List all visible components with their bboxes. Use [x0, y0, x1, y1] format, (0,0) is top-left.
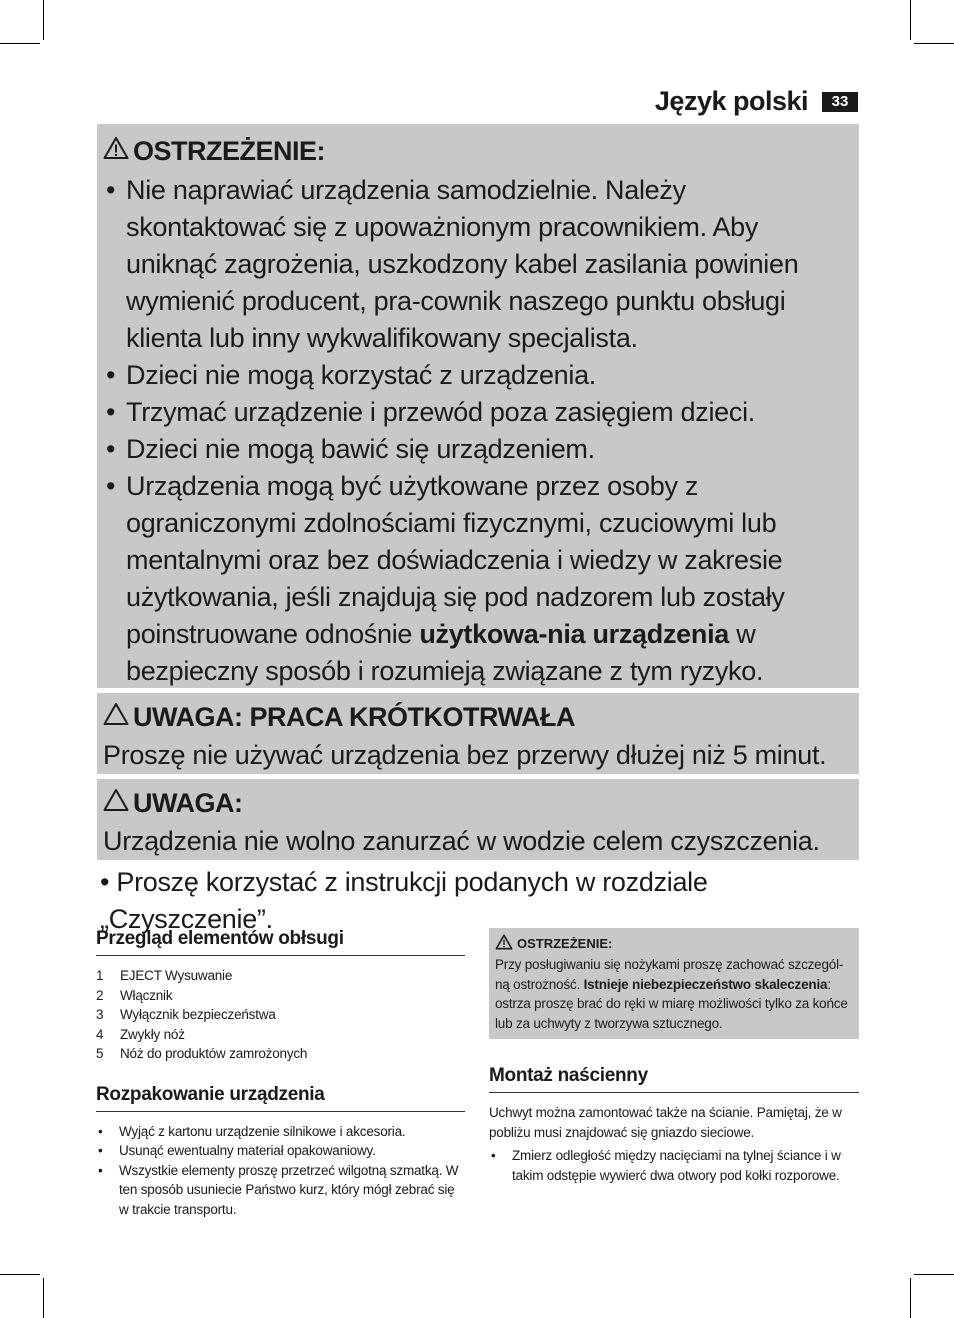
warning-item: • Urządzenia mogą być użytkowane przez osoby z ograniczonymi zdolnościami fizycznymi, czuciowymi lub mentalnymi oraz bez doświadczenia i wiedzy w zakresie użytkowania, jeśli znajdują się pod nadzorem lub zostały poinstruowane odnośnie użytkowa-nia urządzenia w bezpieczny sposób i rozumieją związane z tym ryzyko. — [103, 468, 851, 690]
warning-triangle-icon — [103, 788, 129, 819]
blade-warning-box — [489, 928, 859, 1039]
caution-short-operation-box — [97, 693, 859, 774]
unpacking-heading: Rozpakowanie urządzenia — [96, 1084, 465, 1112]
crop-mark — [914, 43, 954, 44]
crop-mark — [910, 1278, 911, 1318]
warning-item: • Dzieci nie mogą korzystać z urządzenia. — [103, 357, 851, 394]
left-column — [96, 928, 465, 1219]
blade-warning-text: Przy posługiwaniu się nożykami proszę zachować szczegól-ną ostrożność. Istnieje niebezpieczeństwo skaleczenia: ostrza proszę brać do ręki w miarę możliwości tylko za końce lub za uchwyty z tworzywa sztucznego. — [495, 957, 848, 1031]
caution-short-title: UWAGA: PRACA KRÓTKOTRWAŁA — [103, 697, 851, 737]
caution-clean-text: Urządzenia nie wolno zanurzać w wodzie celem czyszczenia. — [103, 826, 820, 856]
crop-mark — [43, 1278, 44, 1318]
crop-mark — [43, 0, 44, 40]
caution-cleaning-box — [97, 779, 859, 860]
warning-title: OSTRZEŻENIE: — [103, 130, 851, 172]
warning-item: • Trzymać urządzenie i przewód poza zasięgiem dzieci. — [103, 394, 851, 431]
warning-triangle-icon — [103, 702, 129, 733]
warning-list — [103, 172, 851, 690]
cleaning-note: • Proszę korzystać z instrukcji podanych w rozdziale „Czyszczenie”. — [100, 867, 708, 934]
list-item: • Wyjąć z kartonu urządzenie silnikowe i akcesoria. — [96, 1122, 465, 1142]
warning-box — [97, 124, 859, 688]
list-item: • Zmierz odległość między nacięciami na tylnej ściance i w takim odstępie wywierć dwa otwory pod kołki rozporowe. — [489, 1146, 859, 1185]
controls-heading: Przegląd elementów obłsugi — [96, 928, 465, 956]
warning-triangle-icon — [495, 934, 513, 953]
warning-emphasis: użytkowa-nia urządzenia — [419, 619, 729, 649]
page-header — [655, 86, 858, 117]
caution-short-text: Proszę nie używać urządzenia bez przerwy dłużej niż 5 minut. — [103, 740, 827, 770]
warning-triangle-icon — [103, 136, 129, 167]
blade-warning-title: OSTRZEŻENIE: — [495, 934, 853, 953]
crop-mark — [914, 1274, 954, 1275]
caution-clean-title: UWAGA: — [103, 783, 851, 823]
right-column — [489, 928, 859, 1185]
wall-mount-heading: Montaż naścienny — [489, 1065, 859, 1093]
wall-mount-list — [489, 1146, 859, 1185]
list-item: 3 Wyłącznik bezpieczeństwa — [96, 1007, 276, 1022]
list-item: • Wszystkie elementy proszę przetrzeć wilgotną szmatką. W ten sposób usuniecie Państwo kurz, który mógł zebrać się w trakcie transportu. — [96, 1161, 465, 1220]
list-item: 5 Nóż do produktów zamrożonych — [96, 1046, 308, 1061]
list-item: 1 EJECT Wysuwanie — [96, 968, 233, 983]
crop-mark — [0, 43, 40, 44]
controls-list — [96, 966, 465, 1064]
list-item: • Usunąć ewentualny materiał opakowaniowy. — [96, 1141, 465, 1161]
crop-mark — [910, 0, 911, 40]
language-heading: Język polski — [654, 86, 808, 116]
crop-mark — [0, 1274, 40, 1275]
warning-item: • Nie naprawiać urządzenia samodzielnie. Należy skontaktować się z upoważnionym pracownikiem. Aby uniknąć zagrożenia, uszkodzony kabel zasilania powinien wymienić producent, pra-cownik naszego punktu obsługi klienta lub inny wykwalifikowany specjalista. — [103, 172, 851, 357]
list-item: 2 Włącznik — [96, 987, 173, 1003]
unpacking-list — [96, 1122, 465, 1220]
list-item: 4 Zwykły nóż — [96, 1026, 185, 1042]
wall-mount-text: Uchwyt można zamontować także na ścianie. Pamiętaj, że w pobliżu musi znajdować się gniazdo sieciowe. — [489, 1105, 842, 1140]
page-number: 33 — [822, 92, 858, 112]
warning-item: • Dzieci nie mogą bawić się urządzeniem. — [103, 431, 851, 468]
